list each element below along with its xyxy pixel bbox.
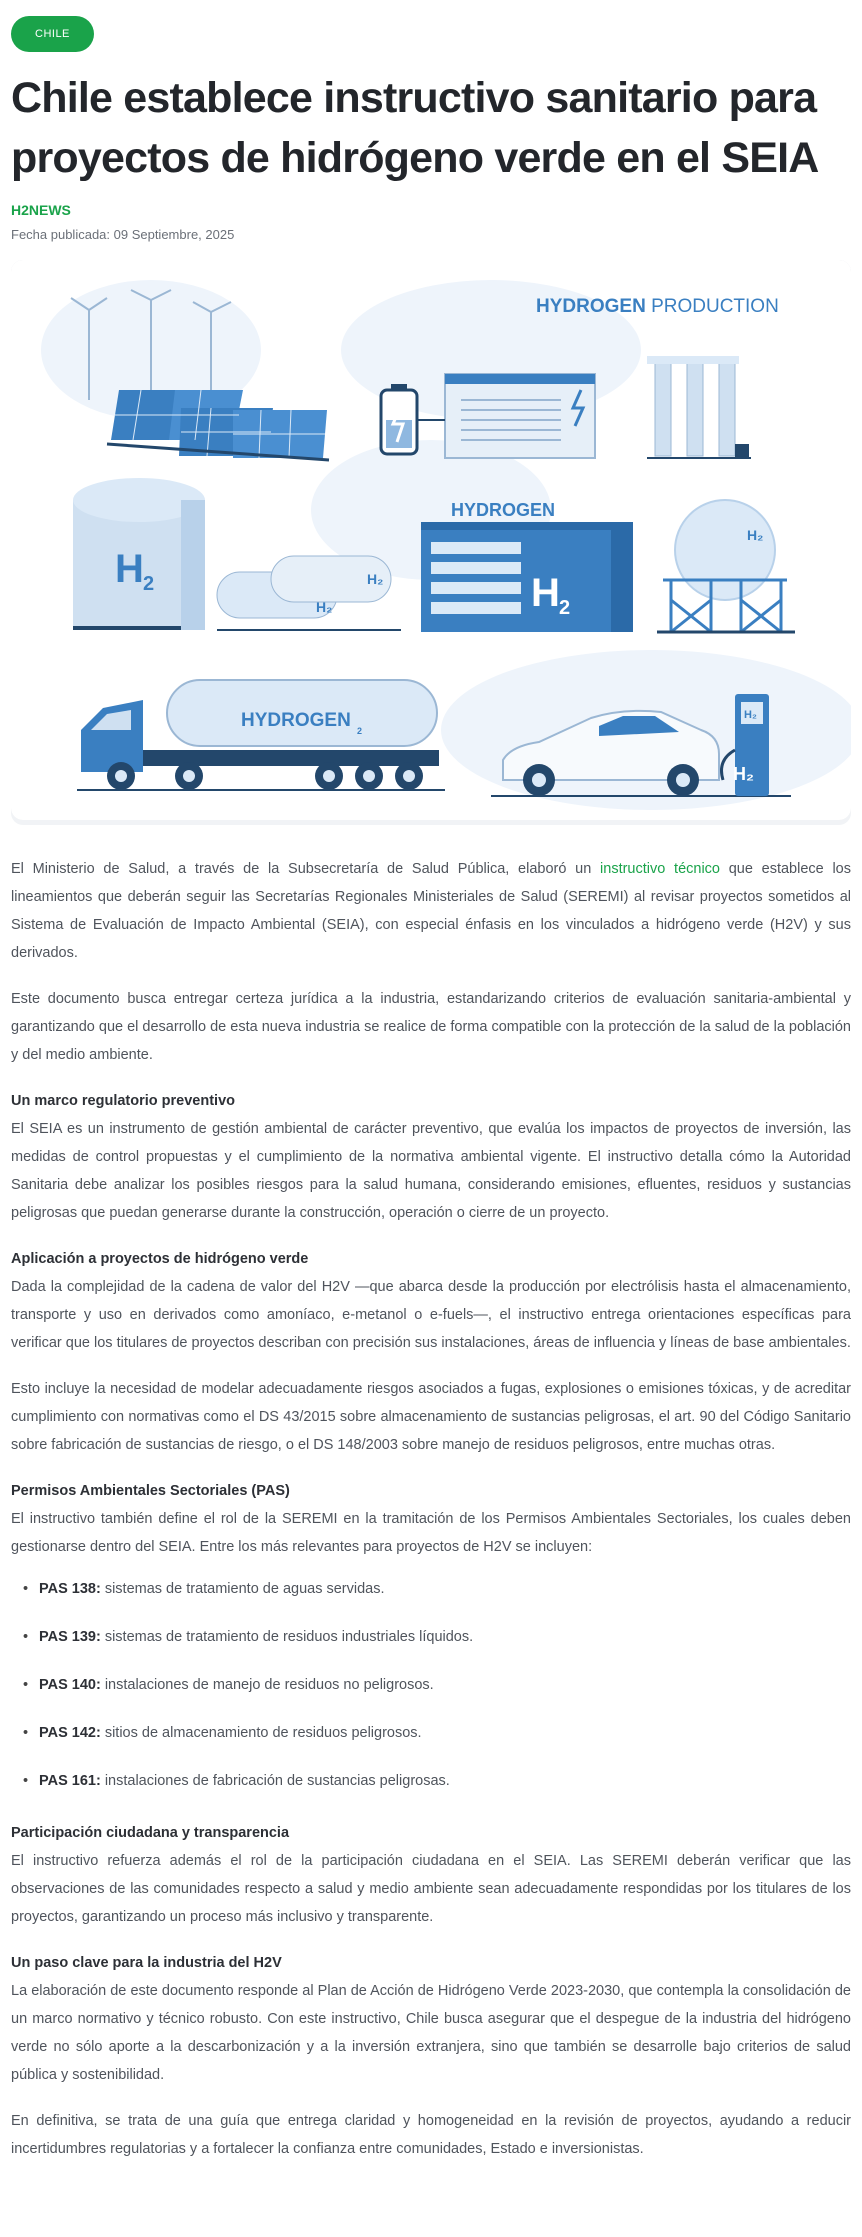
category-tag[interactable]: CHILE (11, 16, 94, 52)
hero-illustration (11, 260, 851, 820)
paragraph: El Ministerio de Salud, a través de la Subsecretaría de Salud Pública, elaboró un instructivo técnico que establece los lineamientos que deberán seguir las Secretarías Regionales Ministeriales de Salud (SEREMI) al revisar proyectos sometidos al Sistema de Evaluación de Impacto Ambiental (SEIA), con especial énfasis en los vinculados a hidrógeno verde (H2V) y sus derivados. (11, 861, 851, 961)
storage-tubes-icon (647, 356, 751, 458)
pas-list (11, 1579, 851, 1791)
paragraph: El instructivo también define el rol de la SEREMI en la tramitación de los Permisos Ambientales Sectoriales, los cuales deben gestionarse dentro del SEIA. Entre los más relevantes para proyectos de H2V se incluyen: (11, 1511, 851, 1555)
svg-text:H₂: H₂ (316, 599, 333, 615)
paragraph: Este documento busca entregar certeza jurídica a la industria, estandarizando criterios de evaluación sanitaria-ambiental y garantizando que el desarrollo de esta nueva industria se realice de forma compatible con la protección de la salud de la población y del medio ambiente. (11, 991, 851, 1063)
svg-text:H: H (531, 571, 560, 615)
paragraph: El SEIA es un instrumento de gestión ambiental de carácter preventivo, que evalúa los impactos de proyectos de inversión, las medidas de control propuestas y el cumplimiento de la normativa ambiental vigente. El instructivo detalla cómo la Autoridad Sanitaria debe analizar los posibles riesgos para la salud humana, considerando emisiones, efluentes, residuos y sustancias peligrosas que puedan generarse durante la construcción, operación o cierre de un proyecto. (11, 1121, 851, 1221)
section-heading: Un marco regulatorio preventivo (11, 1093, 235, 1109)
article-body (11, 855, 851, 2163)
svg-text:HYDROGEN: HYDROGEN (451, 500, 556, 520)
hero-label-production: HYDROGEN PRODUCTION (536, 296, 779, 317)
paragraph: La elaboración de este documento responde al Plan de Acción de Hidrógeno Verde 2023-2030, que contempla la consolidación de un marco normativo y técnico robusto. Con este instructivo, Chile busca asegurar que el despegue de la industria del hidrógeno verde no sólo aporte a la descarbonización y a la inversión extranjera, sino que también se desarrolle bajo criterios de salud pública y sostenibilidad. (11, 1983, 851, 2083)
h2-storage-tank-icon (73, 478, 205, 630)
list-item: • PAS 139: sistemas de tratamiento de residuos industriales líquidos. (39, 1627, 851, 1647)
paragraph: Dada la complejidad de la cadena de valor del H2V —que abarca desde la producción por electrólisis hasta el almacenamiento, transporte y uso en derivados como amoníaco, e-metanol o e-fuels—, el instructivo entrega orientaciones específicas para verificar que los titulares de proyectos describan con precisión sus instalaciones, áreas de influencia y líneas de base ambientales. (11, 1279, 851, 1351)
section-heading: Permisos Ambientales Sectoriales (PAS) (11, 1483, 290, 1499)
section-heading: Un paso clave para la industria del H2V (11, 1955, 282, 1971)
svg-text:2: 2 (357, 726, 363, 736)
section-heading: Aplicación a proyectos de hidrógeno verde (11, 1251, 309, 1267)
paragraph: En definitiva, se trata de una guía que entrega claridad y homogeneidad en la revisión de proyectos, ayudando a reducir incertidumbres regulatorias y a fortalecer la confianza entre comunidades, Estado e inversionistas. (11, 2113, 851, 2157)
svg-text:H₂: H₂ (367, 571, 384, 587)
hero-image-frame (11, 260, 851, 825)
svg-text:H₂: H₂ (744, 709, 757, 721)
publish-date: Fecha publicada: 09 Septiembre, 2025 (11, 227, 235, 242)
section-heading: Participación ciudadana y transparencia (11, 1825, 290, 1841)
list-item: • PAS 140: instalaciones de manejo de residuos no peligrosos. (39, 1675, 851, 1695)
paragraph: Esto incluye la necesidad de modelar adecuadamente riesgos asociados a fugas, explosiones o emisiones tóxicas, y de acreditar cumplimiento con normativas como el DS 43/2015 sobre almacenamiento de sustancias peligrosas, el art. 90 del Código Sanitario sobre fabricación de sustancias de riesgo, o el DS 148/2003 sobre manejo de residuos peligrosos, entre muchas otras. (11, 1381, 851, 1453)
battery-icon (381, 384, 417, 454)
list-item: • PAS 138: sistemas de tratamiento de aguas servidas. (39, 1579, 851, 1599)
article-source[interactable]: H2NEWS (11, 202, 71, 218)
svg-text:HYDROGEN: HYDROGEN (241, 710, 351, 731)
paragraph: El instructivo refuerza además el rol de la participación ciudadana en el SEIA. Las SEREMI deberán verificar que las observaciones de las comunidades respecto a salud y medio ambiente sean adecuadamente respondidas por los titulares de los proyectos, garantizando un proceso más inclusivo y transparente. (11, 1853, 851, 1925)
instructivo-link[interactable]: instructivo técnico (600, 861, 720, 877)
svg-text:2: 2 (143, 573, 155, 595)
svg-text:H: H (115, 547, 144, 591)
svg-text:2: 2 (559, 597, 571, 619)
list-item: • PAS 161: instalaciones de fabricación de sustancias peligrosas. (39, 1771, 851, 1791)
article-title: Chile establece instructivo sanitario para proyectos de hidrógeno verde en el SEIA (11, 74, 819, 182)
svg-text:H₂: H₂ (747, 527, 764, 543)
list-item: • PAS 142: sitios de almacenamiento de residuos peligrosos. (39, 1723, 851, 1743)
svg-text:H₂: H₂ (733, 764, 754, 784)
